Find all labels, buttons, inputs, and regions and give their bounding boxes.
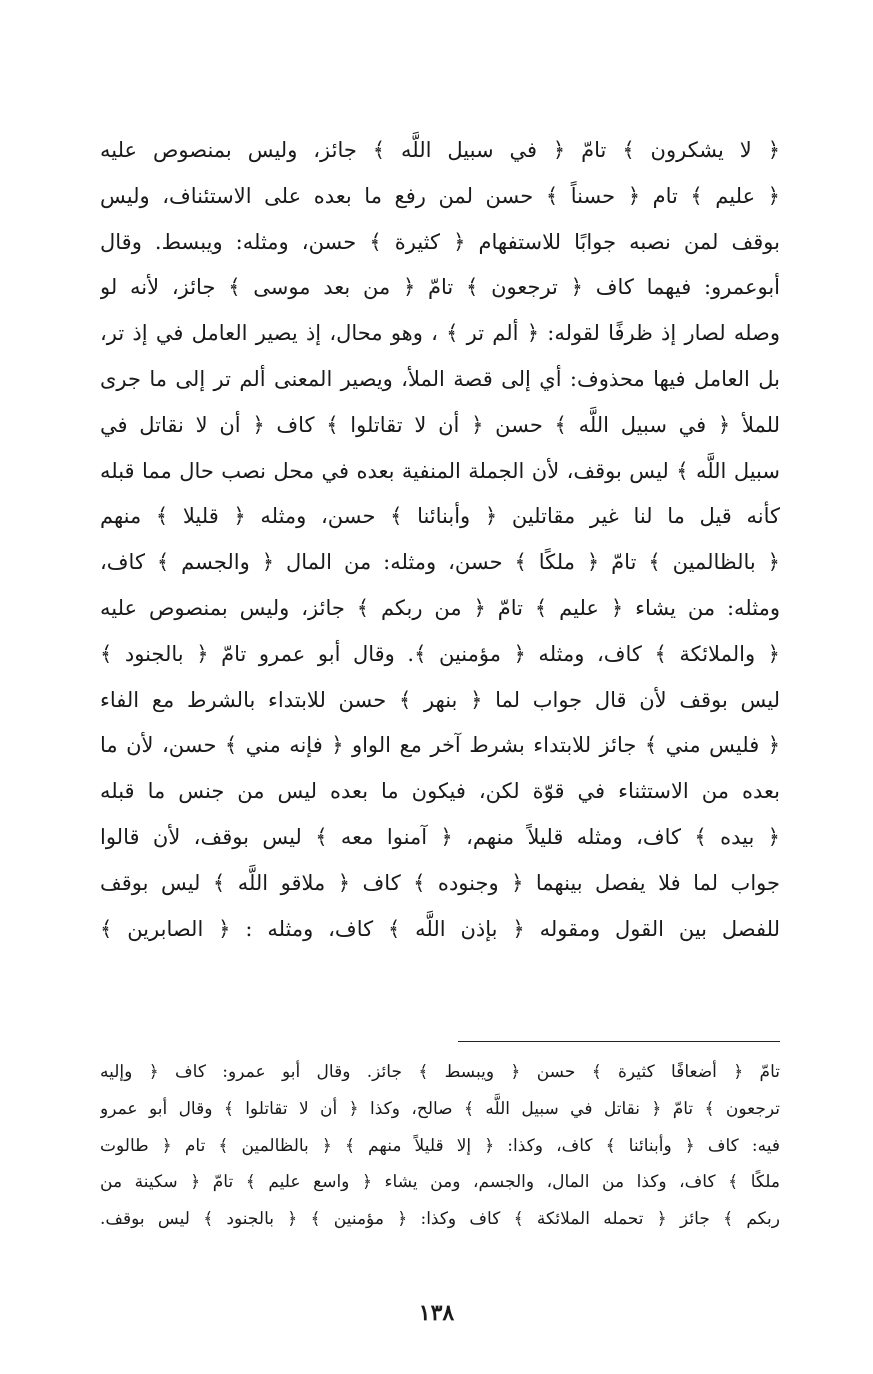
text-line: ﴿ بيده ﴾ كاف، ومثله قليلاً منهم، ﴿ آمنوا معه ﴾ ليس بوقف، لأن قالوا [100,824,780,849]
text-line: أبوعمرو: فيهما كاف ﴿ ترجعون ﴾ تامّ ﴿ من بعد موسى ﴾ جائز، لأنه لو [100,275,780,300]
text-line: ﴿ فليس مني ﴾ جائز للابتداء بشرط آخر مع الواو ﴿ فإنه مني ﴾ حسن، لأن ما [100,733,780,758]
text-line: بل العامل فيها محذوف: أي إلى قصة الملأ، ويصير المعنى ألم تر إلى ما جرى [100,366,780,391]
footnote-line: ملكًا ﴾ كاف، وكذا من المال، والجسم، ومن يشاء ﴿ واسع عليم ﴾ تامّ ﴿ سكينة من [100,1172,780,1193]
text-line: للملأ ﴿ في سبيل اللَّه ﴾ حسن ﴿ أن لا تقاتلوا ﴾ كاف ﴿ أن لا نقاتل في [100,412,780,437]
text-line: ومثله: من يشاء ﴿ عليم ﴾ تامّ ﴿ من ربكم ﴾ جائز، وليس بمنصوص عليه [100,595,780,620]
text-line: ليس بوقف لأن قال جواب لما ﴿ بنهر ﴾ حسن للابتداء بالشرط مع الفاء [100,687,780,712]
text-line: جواب لما فلا يفصل بينهما ﴿ وجنوده ﴾ كاف ﴿ ملاقو اللَّه ﴾ ليس بوقف [100,870,780,895]
footnote-line: فيه: كاف ﴿ وأبنائنا ﴾ كاف، وكذا: ﴿ إلا قليلاً منهم ﴾ ﴿ بالظالمين ﴾ تام ﴿ طالوت [100,1135,780,1156]
text-line: للفصل بين القول ومقوله ﴿ بإذن اللَّه ﴾ كاف، ومثله : ﴿ الصابرين ﴾ [100,916,780,941]
footnote [100,1054,780,1238]
text-line: سبيل اللَّه ﴾ ليس بوقف، لأن الجملة المنفية بعده في محل نصب حال مما قبله [100,458,780,483]
page-number: ١٣٨ [418,1300,455,1326]
footnote-line: تامّ ﴿ أضعافًا كثيرة ﴾ حسن ﴿ ويبسط ﴾ جائز. وقال أبو عمرو: كاف ﴿ وإليه [100,1062,780,1082]
text-line: كأنه قيل ما لنا غير مقاتلين ﴿ وأبنائنا ﴾ حسن، ومثله ﴿ قليلا ﴾ منهم [100,504,780,529]
text-line: بوقف لمن نصبه جوابًا للاستفهام ﴿ كثيرة ﴾ حسن، ومثله: ويبسط. وقال [100,229,780,254]
text-line: ﴿ والملائكة ﴾ كاف، ومثله ﴿ مؤمنين ﴾. وقال أبو عمرو تامّ ﴿ بالجنود ﴾ [100,641,780,666]
text-line: بعده من الاستثناء في قوّة لكن، فيكون ما بعده ليس من جنس ما قبله [100,779,780,804]
text-line: ﴿ لا يشكرون ﴾ تامّ ﴿ في سبيل اللَّه ﴾ جائز، وليس بمنصوص عليه [100,138,780,162]
text-line: ﴿ بالظالمين ﴾ تامّ ﴿ ملكًا ﴾ حسن، ومثله: من المال ﴿ والجسم ﴾ كاف، [100,550,780,575]
text-line: وصله لصار إذ ظرفًا لقوله: ﴿ ألم تر ﴾ ، وهو محال، إذ يصير العامل في إذ تر، [100,321,780,346]
footnote-divider [458,1041,780,1042]
footnote-line: ربكم ﴾ جائز ﴿ تحمله الملائكة ﴾ كاف وكذا: ﴿ مؤمنين ﴾ ﴿ بالجنود ﴾ ليس بوقف. [100,1209,780,1230]
text-line: ﴿ عليم ﴾ تام ﴿ حسناً ﴾ حسن لمن رفع ما بعده على الاستئناف، وليس [100,183,780,208]
main-text [100,128,780,952]
footnote-line: ترجعون ﴾ تامّ ﴿ نقاتل في سبيل اللَّه ﴾ صالح، وكذا ﴿ أن لا تقاتلوا ﴾ وقال أبو عمرو [100,1098,780,1119]
